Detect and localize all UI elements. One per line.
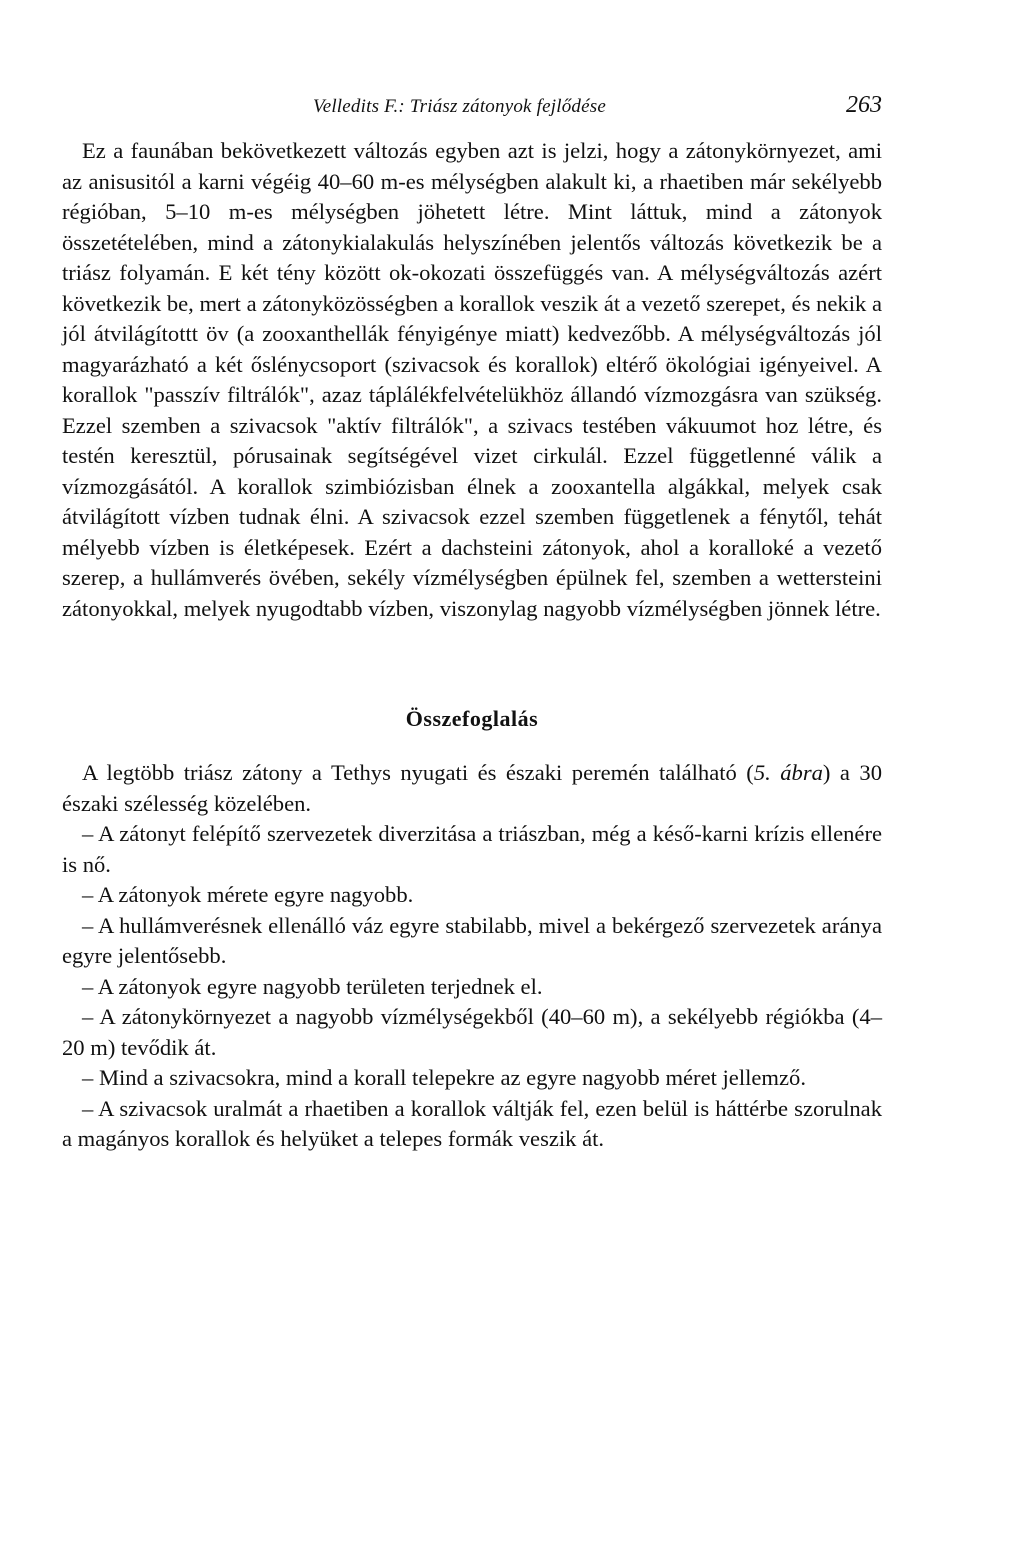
summary-list <box>62 758 882 1155</box>
summary-item: – A szivacsok uralmát a rhaetiben a korallok váltják fel, ezen belül is háttérbe szorulnak a magányos korallok és helyüket a telepes formák veszik át. <box>62 1095 882 1151</box>
summary-item: – A zátonyok egyre nagyobb területen terjednek el. <box>82 973 543 999</box>
page-header <box>62 90 882 130</box>
page-content <box>62 136 882 1155</box>
section-title: Összefoglalás <box>405 706 539 731</box>
summary-item: – A zátonyok mérete egyre nagyobb. <box>82 882 414 907</box>
summary-item: – A hullámverésnek ellenálló váz egyre stabilabb, mivel a bekérgező szervezetek aránya egyre jelentősebb. <box>62 912 882 968</box>
page-number: 263 <box>846 92 882 118</box>
running-head: Velledits F.: Triász zátonyok fejlődése <box>313 96 606 117</box>
summary-item: – A zátonykörnyezet a nagyobb vízmélységekből (40–60 m), a sekélyebb régiókba (4–20 m) tevődik át. <box>62 1004 882 1060</box>
summary-item: – Mind a szivacsokra, mind a korall telepekre az egyre nagyobb méret jellemző. <box>82 1065 806 1090</box>
summary-item: – A zátonyt felépítő szervezetek diverzitása a triászban, még a késő-karni krízis ellenére is nő. <box>62 821 882 877</box>
figure-reference: 5. ábra <box>753 760 823 785</box>
body-paragraph: Ez a faunában bekövetkezett változás egyben azt is jelzi, hogy a zátonykörnyezet, ami az anisusitól a karni végéig 40–60 m-es mélységben alakult ki, a rhaetiben már sekélyebb régióban, 5–10 m-es mélységben jöhetett létre. Mint láttuk, mind a zátonyok összetételében, mind a zátonykialakulás helyszínében jelentős változás következik be a triász folyamán. E két tény között ok-okozati összefüggés van. A mélységváltozás azért következik be, mert a zátonyközösségben a korallok veszik át a vezető szerepet, és nekik a jól átvilágítottt öv (a zooxanthellák fényigénye miatt) kedvezőbb. A mélységváltozás jól magyarázható a két őslénycsoport (szivacsok és korallok) eltérő ökológiai igényeivel. A korallok "passzív filtrálók", azaz táplálékfelvételükhöz állandó vízmozgásra van szükség. Ezzel szemben a szivacsok "aktív filtrálók", a szivacs testében vákuumot hoz létre, és testén keresztül, pórusainak segítségével vizet cirkulál. Ezzel függetlenné válik a vízmozgásától. A korallok szimbiózisban élnek a zooxantella algákkal, melyek csak átvilágított vízben tudnak élni. A szivacsok ezzel szemben függetlenek a fénytől, tehát mélyebb vízben is életképesek. Ezért a dachsteini zátonyok, ahol a koralloké a vezető szerep, a hullámverés övében, sekély vízmélységben épülnek fel, szemben a wettersteini zátonyokkal, melyek nyugodtabb vízben, viszonylag nagyobb vízmélységben jönnek létre. <box>62 138 882 621</box>
summary-intro-after: ) a 30 északi szélesség közelében. <box>62 760 883 816</box>
summary-intro-before: A legtöbb triász zátony a Tethys nyugati és északi peremén található ( <box>82 760 754 785</box>
summary-intro <box>62 758 882 819</box>
